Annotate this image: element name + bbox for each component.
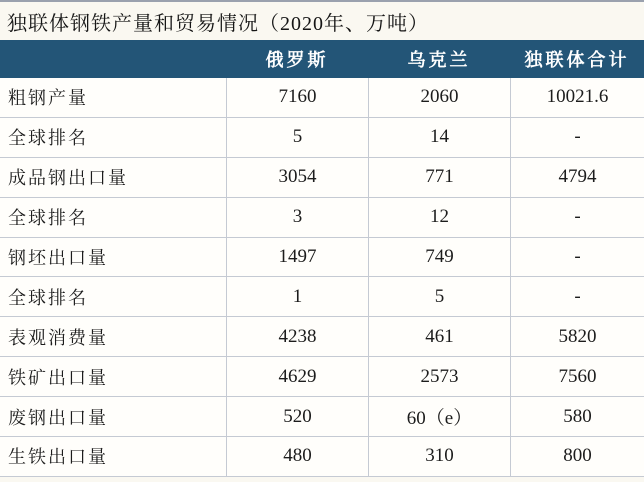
row-label: 全球排名 [8,128,88,149]
cell-russia: 3054 [226,158,368,197]
cell-russia: 1497 [226,238,368,277]
header-spacer [0,40,226,78]
row-label: 表观消费量 [8,327,108,348]
cell-ukraine: 12 [368,198,510,237]
row-label: 成品钢出口量 [8,168,128,189]
cell-ukraine: 310 [368,437,510,476]
table-row [0,317,644,357]
row-label: 铁矿出口量 [8,367,108,388]
row-label: 钢坯出口量 [8,248,108,268]
cell-cis-total: - [510,277,644,316]
cell-russia: 4238 [226,317,368,356]
table-row [0,78,644,118]
cell-cis-total: 800 [510,437,644,476]
cell-russia: 3 [226,198,368,237]
cell-russia: 5 [226,118,368,157]
table-row [0,198,644,238]
cell-cis-total: 4794 [510,158,644,197]
table-row [0,158,644,198]
cell-cis-total: - [510,198,644,237]
table-row [0,277,644,317]
page-title: 独联体钢铁产量和贸易情况（2020年、万吨） [7,12,429,35]
row-label: 废钢出口量 [8,407,108,428]
cell-cis-total: 580 [510,397,644,436]
cell-cis-total: 7560 [510,357,644,396]
cell-ukraine: 2573 [368,357,510,396]
cell-ukraine: 5 [368,277,510,316]
cell-cis-total: 10021.6 [510,78,644,117]
header-ukraine: 乌克兰 [407,50,471,70]
cell-cis-total: - [510,238,644,277]
cell-ukraine: 60（e） [368,397,510,436]
cell-cis-total: 5820 [510,317,644,356]
table-row [0,397,644,437]
row-label: 全球排名 [8,208,88,229]
table-body [0,78,644,477]
row-label: 生铁出口量 [8,447,108,468]
cell-ukraine: 2060 [368,78,510,117]
table-row [0,238,644,278]
cell-russia: 480 [226,437,368,476]
cell-ukraine: 771 [368,158,510,197]
row-label: 全球排名 [8,287,88,308]
cell-ukraine: 14 [368,118,510,157]
header-russia: 俄罗斯 [265,50,329,70]
table-row [0,437,644,477]
cell-russia: 4629 [226,357,368,396]
row-label: 粗钢产量 [8,88,88,109]
cell-russia: 1 [226,277,368,316]
header-cis-total: 独联体合计 [524,50,630,70]
cell-russia: 7160 [226,78,368,117]
table-header-row [0,40,644,78]
table-row [0,118,644,158]
cell-cis-total: - [510,118,644,157]
table-row [0,357,644,397]
cell-ukraine: 461 [368,317,510,356]
cell-ukraine: 749 [368,238,510,277]
cell-russia: 520 [226,397,368,436]
